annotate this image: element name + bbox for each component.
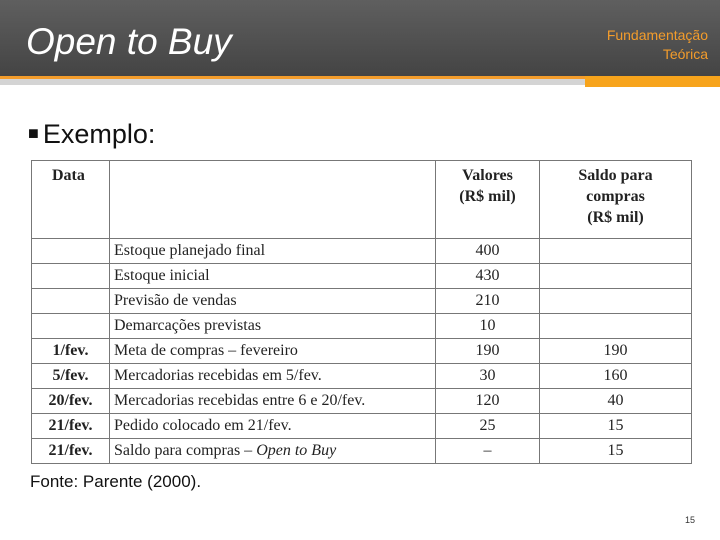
header-saldo <box>540 161 692 239</box>
row-valor: 430 <box>436 264 540 289</box>
row-date: 20/fev. <box>32 389 110 414</box>
row-description-text: Meta de compras – fevereiro <box>114 342 298 359</box>
row-description-text: Previsão de vendas <box>114 292 237 309</box>
row-valor: 190 <box>436 339 540 364</box>
row-saldo: 15 <box>540 439 692 464</box>
row-description <box>110 339 436 364</box>
header-valores <box>436 161 540 239</box>
row-saldo: 15 <box>540 414 692 439</box>
row-valor: – <box>436 439 540 464</box>
table-row <box>32 314 692 339</box>
row-saldo: 160 <box>540 364 692 389</box>
table-row <box>32 289 692 314</box>
row-description <box>110 364 436 389</box>
table-row <box>32 264 692 289</box>
row-valor: 25 <box>436 414 540 439</box>
table-row <box>32 439 692 464</box>
header-saldo-line1: Saldo para <box>578 167 653 184</box>
row-valor: 120 <box>436 389 540 414</box>
row-description-text: Saldo para compras – <box>114 442 257 459</box>
row-date <box>32 289 110 314</box>
row-description <box>110 414 436 439</box>
bullet-square-icon: ■ <box>28 123 39 143</box>
open-to-buy-table <box>31 160 692 464</box>
row-valor: 10 <box>436 314 540 339</box>
row-valor: 210 <box>436 289 540 314</box>
row-date: 5/fev. <box>32 364 110 389</box>
header-accent <box>585 76 720 87</box>
section-label <box>607 26 708 64</box>
row-date <box>32 239 110 264</box>
header-saldo-line3: (R$ mil) <box>587 209 644 226</box>
source-caption: Fonte: Parente (2000). <box>30 472 202 491</box>
open-to-buy-table-figure <box>31 160 691 461</box>
row-description <box>110 314 436 339</box>
row-description <box>110 239 436 264</box>
row-description <box>110 264 436 289</box>
table-row <box>32 239 692 264</box>
row-valor: 30 <box>436 364 540 389</box>
row-date: 21/fev. <box>32 414 110 439</box>
row-description-text: Estoque inicial <box>114 267 210 284</box>
row-saldo <box>540 314 692 339</box>
row-description <box>110 389 436 414</box>
row-description <box>110 289 436 314</box>
row-saldo <box>540 264 692 289</box>
row-description-italic: Open to Buy <box>256 442 337 459</box>
header-data: Data <box>32 161 110 239</box>
row-saldo <box>540 289 692 314</box>
table-row <box>32 364 692 389</box>
row-description <box>110 439 436 464</box>
page-number: 15 <box>684 515 695 525</box>
row-saldo: 40 <box>540 389 692 414</box>
header-saldo-line2: compras <box>586 188 645 205</box>
row-saldo: 190 <box>540 339 692 364</box>
header-bar <box>0 0 720 76</box>
row-description-text: Pedido colocado em 21/fev. <box>114 417 292 434</box>
row-date <box>32 314 110 339</box>
header-valores-line2: (R$ mil) <box>459 188 516 205</box>
bullet-item <box>28 116 155 151</box>
table-header-row <box>32 161 692 239</box>
page-title: Open to Buy <box>26 21 232 62</box>
row-description-text: Estoque planejado final <box>114 242 266 259</box>
header-valores-line1: Valores <box>462 167 513 184</box>
row-saldo <box>540 239 692 264</box>
row-date: 21/fev. <box>32 439 110 464</box>
row-date: 1/fev. <box>32 339 110 364</box>
bullet-text: Exemplo: <box>42 119 156 149</box>
row-description-text: Demarcações previstas <box>114 317 262 334</box>
table-row <box>32 414 692 439</box>
section-label-line1: Fundamentação <box>606 27 708 43</box>
table-row <box>32 389 692 414</box>
section-label-line2: Teórica <box>662 46 708 62</box>
header-description <box>110 161 436 239</box>
table-row <box>32 339 692 364</box>
row-valor: 400 <box>436 239 540 264</box>
row-description-text: Mercadorias recebidas entre 6 e 20/fev. <box>114 392 366 409</box>
row-date <box>32 264 110 289</box>
row-description-text: Mercadorias recebidas em 5/fev. <box>114 367 322 384</box>
